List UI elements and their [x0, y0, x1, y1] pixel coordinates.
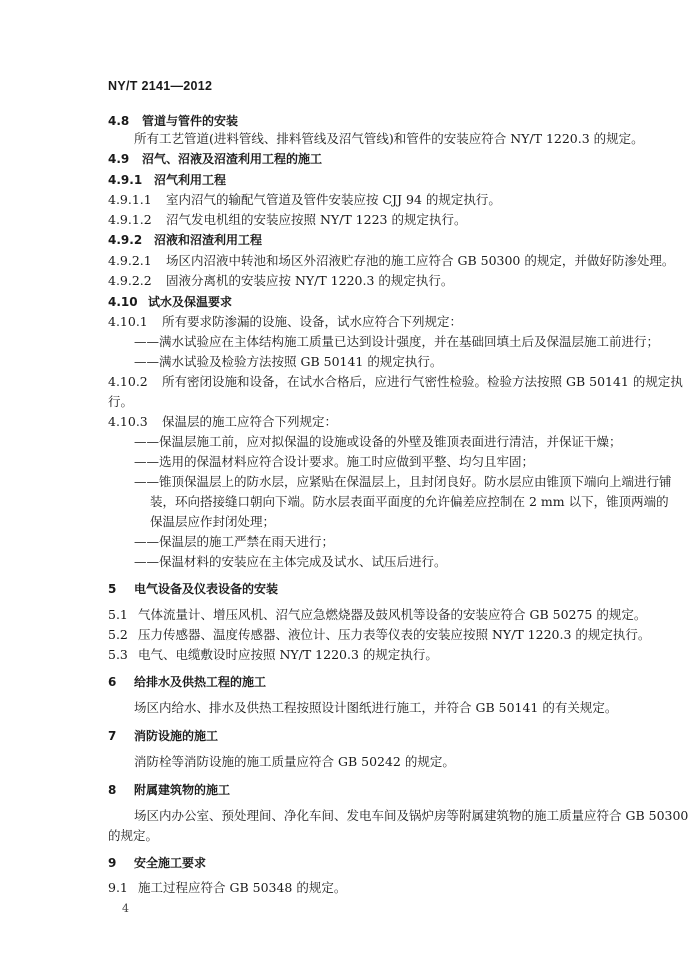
text-line-d4: [134, 454, 534, 470]
clause-text: ——选用的保温材料应符合设计要求。施工时应做到平整、均匀且牢固；: [134, 454, 535, 469]
clause-number: 4.9.2: [108, 233, 143, 247]
text-line-p6: [134, 700, 617, 716]
text-line-d5c: [150, 514, 275, 530]
clause-text: 装，环向搭接缝口朝向下端。防水层表面平面度的允许偏差应控制在 2 mm 以下，锥顶两端的: [150, 494, 669, 509]
clause-number: 4.9.1.2: [108, 212, 152, 227]
clause-text: 气体流量计、增压风机、沼气应急燃烧器及鼓风机等设备的安装应符合 GB 50275 的规定。: [138, 607, 647, 622]
clause-text: 消防设施的施工: [134, 729, 219, 743]
text-line-p8: [134, 808, 688, 824]
clause-number: 4.9.1: [108, 173, 143, 187]
clause-text: 沼气、沼液及沼渣利用工程的施工: [142, 152, 323, 166]
clause-text: ——保温层施工前，应对拟保温的设施或设备的外壁及锥顶表面进行清洁，并保证干燥；: [134, 434, 622, 449]
clause-text: ——保温层的施工严禁在雨天进行；: [134, 534, 335, 549]
section-heading-h492: [108, 232, 262, 248]
text-line-d3: [134, 434, 622, 450]
clause-number: 4.10.1: [108, 314, 148, 329]
clause-number: 9.1: [108, 880, 128, 895]
text-line-p4103: [108, 414, 337, 430]
clause-number: 4.10.3: [108, 414, 148, 429]
clause-text: 电气设备及仪表设备的安装: [134, 582, 279, 596]
clause-text: 固液分离机的安装应按 NY/T 1220.3 的规定执行。: [166, 273, 454, 288]
clause-text: 行。: [108, 394, 134, 409]
clause-text: 沼气利用工程: [154, 173, 227, 187]
clause-text: 附属建筑物的施工: [134, 783, 231, 797]
text-line-p4922: [108, 273, 453, 289]
text-line-p53: [108, 647, 438, 663]
text-line-p52: [108, 627, 650, 643]
clause-text: 保温层的施工应符合下列规定：: [162, 414, 338, 429]
clause-text: 沼气发电机组的安装应按照 NY/T 1223 的规定执行。: [166, 212, 467, 227]
clause-number: 4.9.1.1: [108, 192, 152, 207]
clause-text: 试水及保温要求: [148, 295, 233, 309]
clause-text: 给排水及供热工程的施工: [134, 675, 267, 689]
section-heading-h410: [108, 294, 232, 310]
clause-number: 4.8: [108, 114, 130, 128]
text-line-p4102: [108, 374, 683, 390]
clause-text: 压力传感器、温度传感器、液位计、压力表等仪表的安装应按照 NY/T 1220.3 的规定执行。: [138, 627, 651, 642]
text-line-d5b: [150, 494, 669, 510]
clause-text: 场区内办公室、预处理间、净化车间、发电车间及锅炉房等附属建筑物的施工质量应符合 GB 50300: [134, 808, 689, 823]
clause-text: 室内沼气的输配气管道及管件安装应按 CJJ 94 的规定执行。: [166, 192, 501, 207]
section-heading-h9: [108, 855, 206, 871]
clause-text: ——锥顶保温层上的防水层，应紧贴在保温层上，且封闭良好。防水层应由锥顶下端向上端进行铺: [134, 474, 672, 489]
section-heading-h49: [108, 151, 322, 167]
section-heading-h8: [108, 782, 230, 798]
clause-number: 5.1: [108, 607, 128, 622]
clause-text: 所有要求防渗漏的设施、设备，试水应符合下列规定：: [162, 314, 463, 329]
text-line-p7: [134, 754, 455, 770]
clause-text: 施工过程应符合 GB 50348 的规定。: [138, 880, 347, 895]
clause-text: 所有工艺管道(进料管线、排料管线及沼气管线)和管件的安装应符合 NY/T 1220.3 的规定。: [134, 131, 644, 146]
clause-number: 5: [108, 582, 117, 596]
clause-number: 8: [108, 783, 117, 797]
clause-text: ——满水试验及检验方法按照 GB 50141 的规定执行。: [134, 354, 443, 369]
text-line-p51: [108, 607, 646, 623]
clause-number: 7: [108, 729, 117, 743]
clause-number: 4.9.2.1: [108, 253, 152, 268]
section-heading-h491: [108, 172, 226, 188]
clause-number: 4.10: [108, 295, 138, 309]
section-heading-h7: [108, 728, 218, 744]
clause-text: 的规定。: [108, 828, 159, 843]
clause-number: 6: [108, 675, 117, 689]
text-line-p8b: [108, 828, 158, 844]
text-line-d5: [134, 474, 672, 490]
clause-number: 4.10.2: [108, 374, 148, 389]
text-line-d7: [134, 554, 447, 570]
page-number: 4: [122, 902, 129, 915]
section-heading-h6: [108, 674, 266, 690]
section-heading-h48: [108, 113, 238, 129]
clause-number: 9: [108, 856, 117, 870]
clause-text: 场区内给水、排水及供热工程按照设计图纸进行施工，并符合 GB 50141 的有关规定。: [134, 700, 618, 715]
text-line-p4101: [108, 314, 462, 330]
clause-text: ——满水试验应在主体结构施工质量已达到设计强度，并在基础回填土后及保温层施工前进行；: [134, 334, 660, 349]
text-line-p4912: [108, 212, 466, 228]
clause-text: 所有密闭设施和设备，在试水合格后，应进行气密性检验。检验方法按照 GB 50141 的规定执: [162, 374, 683, 389]
clause-number: 5.3: [108, 647, 128, 662]
clause-number: 4.9: [108, 152, 130, 166]
text-line-p4911: [108, 192, 501, 208]
text-line-p48: [134, 131, 644, 147]
text-line-p91: [108, 880, 346, 896]
clause-text: 管道与管件的安装: [142, 114, 239, 128]
section-heading-h5: [108, 581, 278, 597]
clause-text: 场区内沼液中转池和场区外沼液贮存池的施工应符合 GB 50300 的规定，并做好防渗处理。: [166, 253, 675, 268]
text-line-d1: [134, 334, 659, 350]
clause-number: 5.2: [108, 627, 128, 642]
standard-header: NY/T 2141—2012: [108, 79, 213, 93]
text-line-d6: [134, 534, 334, 550]
clause-text: 电气、电缆敷设时应按照 NY/T 1220.3 的规定执行。: [138, 647, 438, 662]
clause-text: ——保温材料的安装应在主体完成及试水、试压后进行。: [134, 554, 447, 569]
clause-text: 消防栓等消防设施的施工质量应符合 GB 50242 的规定。: [134, 754, 455, 769]
clause-text: 保温层应作封闭处理；: [150, 514, 276, 529]
text-line-d2: [134, 354, 442, 370]
clause-number: 4.9.2.2: [108, 273, 152, 288]
clause-text: 沼液和沼渣利用工程: [154, 233, 263, 247]
text-line-p4102b: [108, 394, 133, 410]
clause-text: 安全施工要求: [134, 856, 207, 870]
text-line-p4921: [108, 253, 674, 269]
